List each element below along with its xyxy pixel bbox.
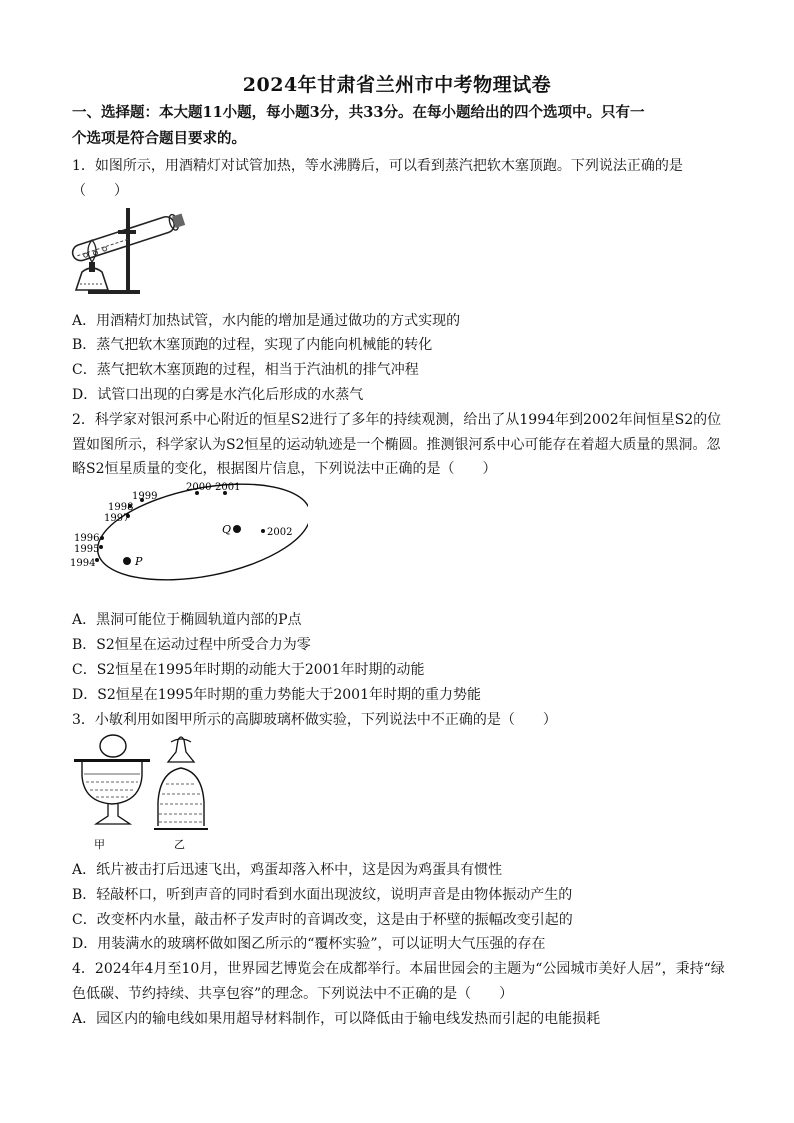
- year-label: 2001: [215, 482, 241, 493]
- q2-option-d: D．S2恒星在1995年时期的重力势能大于2001年时期的重力势能: [72, 687, 481, 703]
- q2-stem-line2: 置如图所示，科学家认为S2恒星的运动轨迹是一个椭圆。推测银河系中心可能存在着超大质量的黑洞。忽: [72, 437, 721, 453]
- year-label: 1996: [74, 533, 100, 544]
- year-label: 2002: [267, 527, 293, 538]
- q3-stem: 3．小敏利用如图甲所示的高脚玻璃杯做实验，下列说法中不正确的是（ ）: [72, 712, 557, 728]
- year-label: 1998: [108, 502, 134, 513]
- q1-option-b: B．蒸气把软木塞顶跑的过程，实现了内能向机械能的转化: [72, 337, 433, 353]
- year-label: 1994: [70, 558, 96, 569]
- q1-stem-line1: 1．如图所示，用酒精灯对试管加热，等水沸腾后，可以看到蒸汽把软木塞顶跑。下列说法正确的是: [72, 158, 683, 174]
- q1-option-c: C．蒸气把软木塞顶跑的过程，相当于汽油机的排气冲程: [72, 362, 419, 378]
- q3-figure-goblets: [68, 732, 268, 852]
- figure-label-yi: 乙: [174, 838, 185, 851]
- point-p-label: P: [135, 555, 143, 568]
- q2-stem-line1: 2．科学家对银河系中心附近的恒星S2进行了多年的持续观测，给出了从1994年到2002年间恒星S2的位: [72, 412, 722, 428]
- section-heading-line2: 个选项是符合题目要求的。: [72, 130, 246, 147]
- q2-stem-line3: 略S2恒星质量的变化，根据图片信息，下列说法中正确的是（ ）: [72, 461, 497, 477]
- section-heading-line1: 一、选择题：本大题11小题，每小题3分，共33分。在每小题给出的四个选项中。只有一: [72, 104, 645, 121]
- q1-option-a: A．用酒精灯加热试管，水内能的增加是通过做功的方式实现的: [72, 313, 461, 329]
- year-label: 1995: [74, 544, 100, 555]
- q2-option-a: A．黑洞可能位于椭圆轨道内部的P点: [72, 612, 302, 628]
- year-label: 1997: [104, 513, 130, 524]
- year-label: 1999: [132, 491, 158, 502]
- q4-option-a: A．园区内的输电线如果用超导材料制作，可以降低由于输电线发热而引起的电能损耗: [72, 1011, 601, 1027]
- q3-option-c: C．改变杯内水量，敲击杯子发声时的音调改变，这是由于杯壁的振幅改变引起的: [72, 912, 573, 928]
- q2-option-b: B．S2恒星在运动过程中所受合力为零: [72, 637, 311, 653]
- q2-option-c: C．S2恒星在1995年时期的动能大于2001年时期的动能: [72, 662, 425, 678]
- q1-stem-line2: （ ）: [72, 183, 128, 199]
- q3-option-a: A．纸片被击打后迅速飞出，鸡蛋却落入杯中，这是因为鸡蛋具有惯性: [72, 862, 503, 878]
- q1-option-d: D．试管口出现的白雾是水汽化后形成的水蒸气: [72, 387, 364, 403]
- q1-figure-alcohol-lamp-test-tube: [68, 200, 198, 300]
- q4-stem-line2: 色低碳、节约持续、共享包容”的理念。下列说法中不正确的是（ ）: [72, 986, 514, 1002]
- q2-figure-orbit: [68, 480, 308, 585]
- year-label: 2000: [186, 482, 212, 493]
- q3-option-b: B．轻敲杯口，听到声音的同时看到水面出现波纹，说明声音是由物体振动产生的: [72, 887, 573, 903]
- q4-stem-line1: 4．2024年4月至10月，世界园艺博览会在成都举行。本届世园会的主题为“公园城市美好人居”，秉持“绿: [72, 961, 725, 977]
- page-title: 2024年甘肃省兰州市中考物理试卷: [242, 74, 552, 96]
- figure-label-jia: 甲: [94, 838, 105, 851]
- q3-option-d: D．用装满水的玻璃杯做如图乙所示的“覆杯实验”，可以证明大气压强的存在: [72, 936, 546, 952]
- point-q-label: Q: [222, 523, 232, 536]
